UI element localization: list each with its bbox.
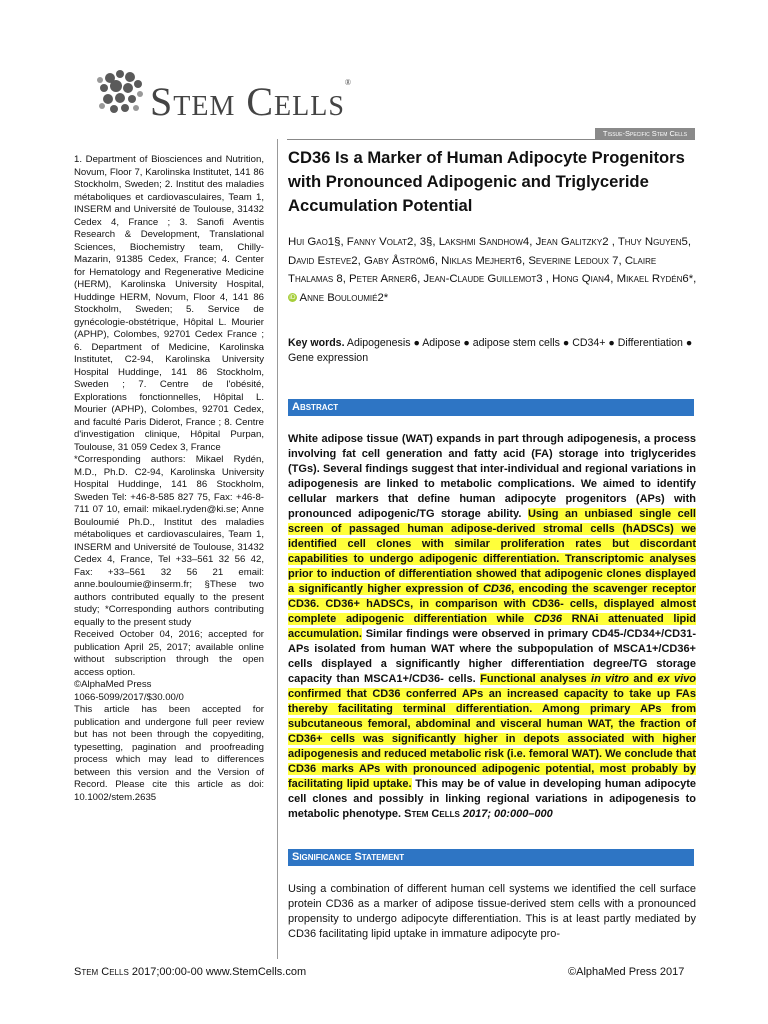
highlight: Using an unbiased single cell screen of passaged human adipose-derived stromal cells (hADSCs) we identified cell clones with similar proliferation rates but discordant capabilities to undergo adipogenic differentiation. Transcriptomic analyses prior to induction of differentiation showed that adipogenic clones displayed a significantly higher expression of <box>288 508 696 595</box>
header-rule <box>287 139 695 140</box>
keywords-label: Key words. <box>288 337 345 349</box>
orcid-icon[interactable]: iD <box>289 293 296 301</box>
affiliations-text: 1. Department of Biosciences and Nutrition, Novum, Floor 7, Karolinska Institutet, 141 86 Stockholm, Sweden; 2. Institut des maladies métaboliques et cardiovasculaires, Team 1, INSERM and Université de Toulouse, 31432 Cedex 4, France ; 3. Sanofi Aventis Research & Development, Translational Sciences, Biochemistry team, Chilly-Mazarin, 91385 Cedex, France; 4. Center for Hematology and Regenerative Medicine (HERM), Karolinska University Hospital, Huddinge HERM, Novum, Floor 4, 141 86 Stockholm, Sweden; 5. Service de gynécologie-obstétrique, Hôpital L. Mourier (APHP), Colombes, 92701 Cedex France ; 6. Department of Medicine, Karolinska Institutet, C2-94, Karolinska University Hospital Huddinge, 141 86 Stockholm, Sweden ; 7. Centre de l'obésité, Explorations fonctionnelles, Hôpital L. Mourier (APHP), Colombes, 92701 Cedex, and faculté Paris Diderot, France ; 8. Centre d'investigation clinique, Hôpital Purpan, Toulouse, 31 059 Cedex 3, France <box>74 154 264 453</box>
author-list <box>288 233 698 307</box>
highlight: Functional analyses <box>480 673 592 685</box>
footer-copyright: ©AlphaMed Press 2017 <box>568 966 685 978</box>
affiliations-column <box>74 154 264 804</box>
article-title: CD36 Is a Marker of Human Adipocyte Progenitors with Pronounced Adipogenic and Triglyceride Accumulation Potential <box>288 148 685 215</box>
significance-text: Using a combination of different human cell systems we identified the cell surface protein CD36 as a marker of adipose tissue-derived stem cells with a pronounced propensity to undergo adipocyte differentiation. This is at least partly mediated by CD36 facilitating lipid uptake in immature adipocyte pro- <box>288 883 696 940</box>
molecule-logo-icon <box>92 68 156 116</box>
issn-line: 1066-5099/2017/$30.00/0 <box>74 691 184 703</box>
keywords <box>288 336 698 365</box>
journal-logo-text: Stem Cells® <box>150 78 352 124</box>
authors-text-last: Anne Bouloumié2* <box>297 291 389 304</box>
column-divider <box>277 139 278 959</box>
authors-text: Hui Gao1§, Fanny Volat2, 3§, Lakshmi Sandhow4, Jean Galitzky2 , Thuy Nguyen5, David Esteve2, Gaby Åström6, Niklas Mejhert6, Severine Ledoux 7, Claire Thalamas 8, Peter Arner6, Jean-Claude Guillemot3 , Hong Qian4, Mikael Rydén6*, <box>288 236 697 285</box>
abstract-text: White adipose tissue (WAT) expands in part through adipogenesis, a process involving fat cell generation and fatty acid (FA) storage into triglycerides (TGs). Several findings suggest that inter-individual and regional variations in adipogenesis are linked to metabolic complications. We aimed to identify cellular markers that define human adipocyte progenitors (APs) with pronounced adipogenic/TG storage ability. Using an unbiased single cell screen of passaged human adipose-derived stromal cells (hADSCs) we identified cell clones with similar proliferation rates but discordant capabilities to undergo adipogenic differentiation. Transcriptomic analyses prior to induction of differentiation showed that adipogenic clones displayed a significantly higher expression of CD36, encoding the scavenger receptor CD36. CD36+ hADSCs, in comparison with CD36- cells, displayed almost complete adipogenic differentiation while CD36 RNAi attenuated lipid accumulation. Similar findings were observed in primary CD45-/CD34+/CD31- APs isolated from human WAT where the subpopulation of MSCA1+/CD36+ cells displayed a significantly higher differentiation degree/TG storage capacity than MSCA1+/CD36- cells. Functional analyses in vitro and ex vivo confirmed that CD36 conferred APs an increased capacity to take up FAs thereby facilitating terminal differentiation. Among primary APs from subcutaneous femoral, abdominal and visceral human WAT, the fraction of CD36+ cells was significantly higher in depots associated with higher adipogenesis and reduced metabolic risk (i.e. femoral WAT). We conclude that CD36 marks APs with pronounced adipogenic potential, most probably by facilitating lipid uptake. This may be of value in developing human adipocyte cell clones and possibly in linking regional variations in adipogenesis to metabolic phenotype. Stem Cells 2017; 00:000–000 <box>288 433 697 820</box>
received-dates: Received October 04, 2016; accepted for publication April 25, 2017; available online without subscription through the open access option. <box>74 629 264 678</box>
significance-heading: Significance Statement <box>288 849 694 866</box>
citation-details: 2017; 00:000–000 <box>459 808 553 820</box>
corresponding-authors: *Corresponding authors: Mikael Rydén, M.D., Ph.D. C2-94, Karolinska University Hospital Huddinge, 141 86 Stockholm, Sweden Tel: +46-8-585 827 75, Fax: +46-8-711 07 10, email: mikael.ryden@ki.se; Anne Bouloumié Ph.D., Institut des maladies métaboliques et cardiovasculaires, Team 1, INSERM and Université de Toulouse, 31432 Cedex 4, France, Tel +33–561 32 56 42, Fax: +33–561 32 56 21 email: anne.bouloumie@inserm.fr; §These two authors contributed equally to the present study; *Corresponding authors contributing equally to the present study <box>74 454 264 628</box>
accepted-note: This article has been accepted for publication and undergone full peer review but has not been through the copyediting, typesetting, pagination and proofreading process which may lead to differences between this version and the Version of Record. Please cite this article as doi: 10.1002/stem.2635 <box>74 704 264 803</box>
journal-logo <box>92 68 392 124</box>
copyright-line: ©AlphaMed Press <box>74 679 152 690</box>
keywords-list: Adipogenesis ● Adipose ● adipose stem cells ● CD34+ ● Differentiation ● Gene expression <box>288 337 693 364</box>
section-tag: Tissue-Specific Stem Cells <box>595 128 695 139</box>
citation-journal: Stem Cells <box>404 808 460 820</box>
abstract-heading: Abstract <box>288 399 694 416</box>
footer-journal: Stem Cells 2017;00:00-00 www.StemCells.com <box>74 966 307 978</box>
